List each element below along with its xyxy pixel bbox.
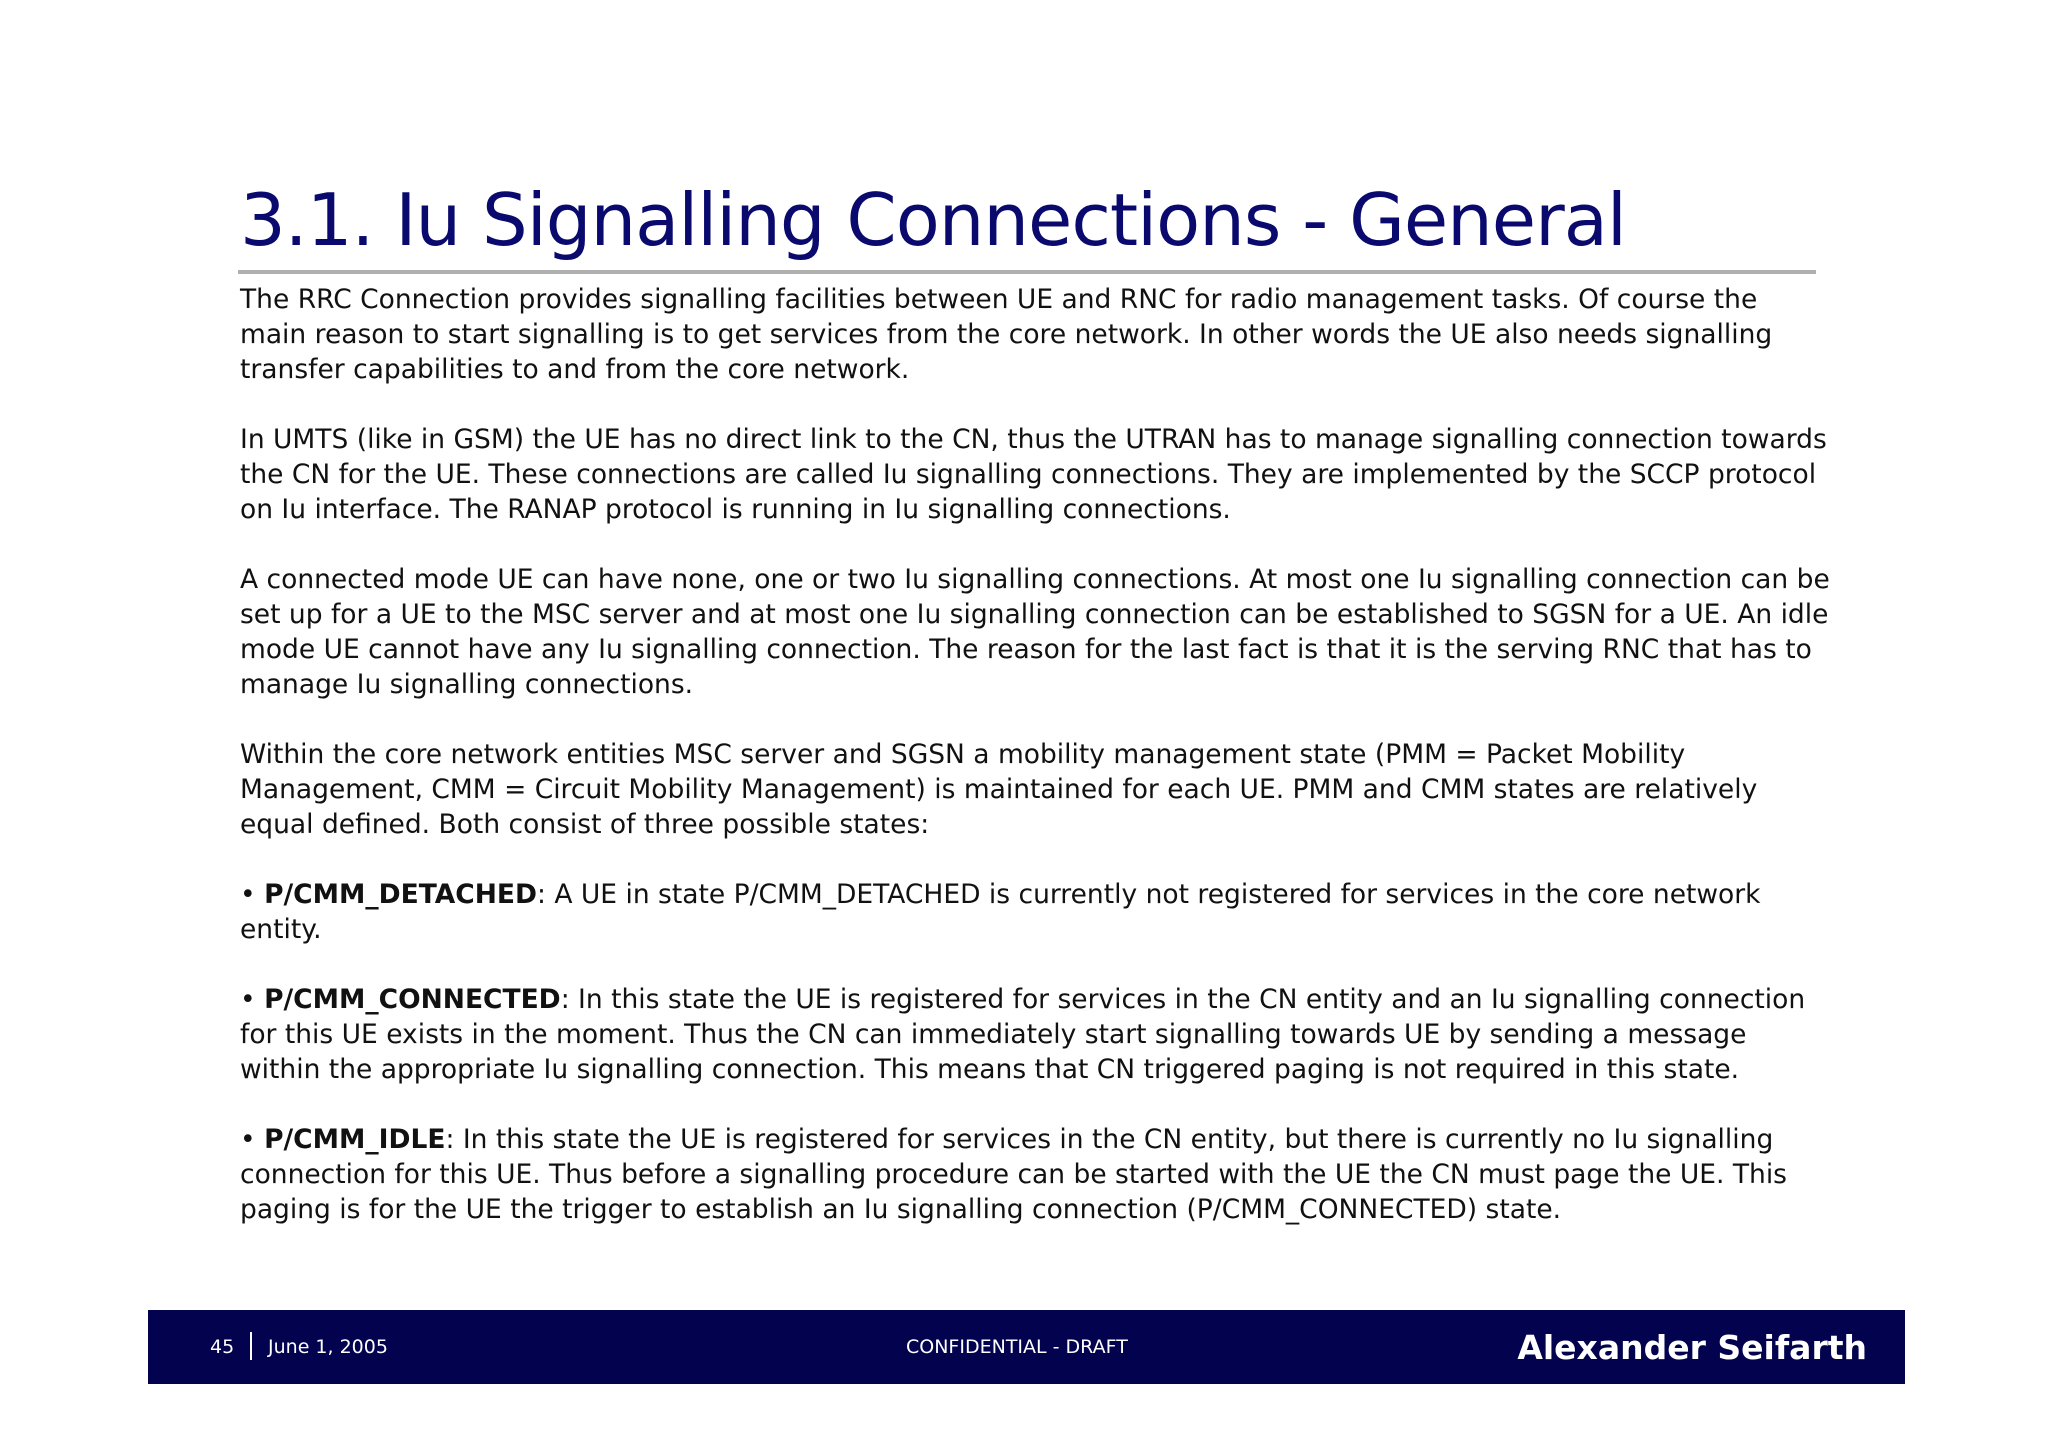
slide-body [240,282,1830,1227]
paragraph-mobility-management: Within the core network entities MSC server and SGSN a mobility management state (PMM = Packet Mobility Management, CMM = Circuit Mobility Management) is maintained for each UE. PMM and CMM states are relatively equal defined. Both consist of three possible states: [240,739,1758,840]
paragraph-connected-mode: A connected mode UE can have none, one or two Iu signalling connections. At most one Iu signalling connection can be set up for a UE to the MSC server and at most one Iu signalling connection can be established to SGSN for a UE. An idle mode UE cannot have any Iu signalling connection. The reason for the last fact is that it is the serving RNC that has to manage Iu signalling connections. [240,564,1830,700]
state-item-detached [240,877,1830,947]
footer-date: June 1, 2005 [268,1336,388,1358]
state-item-idle [240,1122,1830,1227]
state-description-connected: : In this state the UE is registered for services in the CN entity and an Iu signalling connection for this UE exists in the moment. Thus the CN can immediately start signalling towards UE by sending a message within the appropriate Iu signalling connection. This means that CN triggered paging is not required in this state. [240,984,1806,1085]
confidentiality-label: CONFIDENTIAL - DRAFT [906,1336,1128,1358]
bullet-marker: • [240,1124,256,1155]
footer-bar [148,1310,1905,1384]
state-term-connected: P/CMM_CONNECTED [264,984,561,1015]
author-name: Alexander Seifarth [1517,1328,1867,1367]
state-term-idle: P/CMM_IDLE [264,1124,446,1155]
state-description-detached: : A UE in state P/CMM_DETACHED is currently not registered for services in the core network entity. [240,879,1761,945]
state-term-detached: P/CMM_DETACHED [264,879,537,910]
paragraph-rrc-connection: The RRC Connection provides signalling facilities between UE and RNC for radio management tasks. Of course the main reason to start signalling is to get services from the core network. In other words the UE also needs signalling transfer capabilities to and from the core network. [240,284,1773,385]
page-number: 45 [210,1336,235,1358]
state-item-connected [240,982,1830,1087]
footer-separator [250,1332,252,1360]
state-description-idle: : In this state the UE is registered for services in the CN entity, but there is currently no Iu signalling connection for this UE. Thus before a signalling procedure can be started with the UE the CN must page the UE. This paging is for the UE the trigger to establish an Iu signalling connection (P/CMM_CONNECTED) state. [240,1124,1787,1225]
paragraph-umts-signalling: In UMTS (like in GSM) the UE has no direct link to the CN, thus the UTRAN has to manage signalling connection towards the CN for the UE. These connections are called Iu signalling connections. They are implemented by the SCCP protocol on Iu interface. The RANAP protocol is running in Iu signalling connections. [240,424,1827,525]
slide-title: 3.1. Iu Signalling Connections - General [240,178,1626,262]
title-divider [238,270,1816,274]
bullet-marker: • [240,984,256,1015]
bullet-marker: • [240,879,256,910]
